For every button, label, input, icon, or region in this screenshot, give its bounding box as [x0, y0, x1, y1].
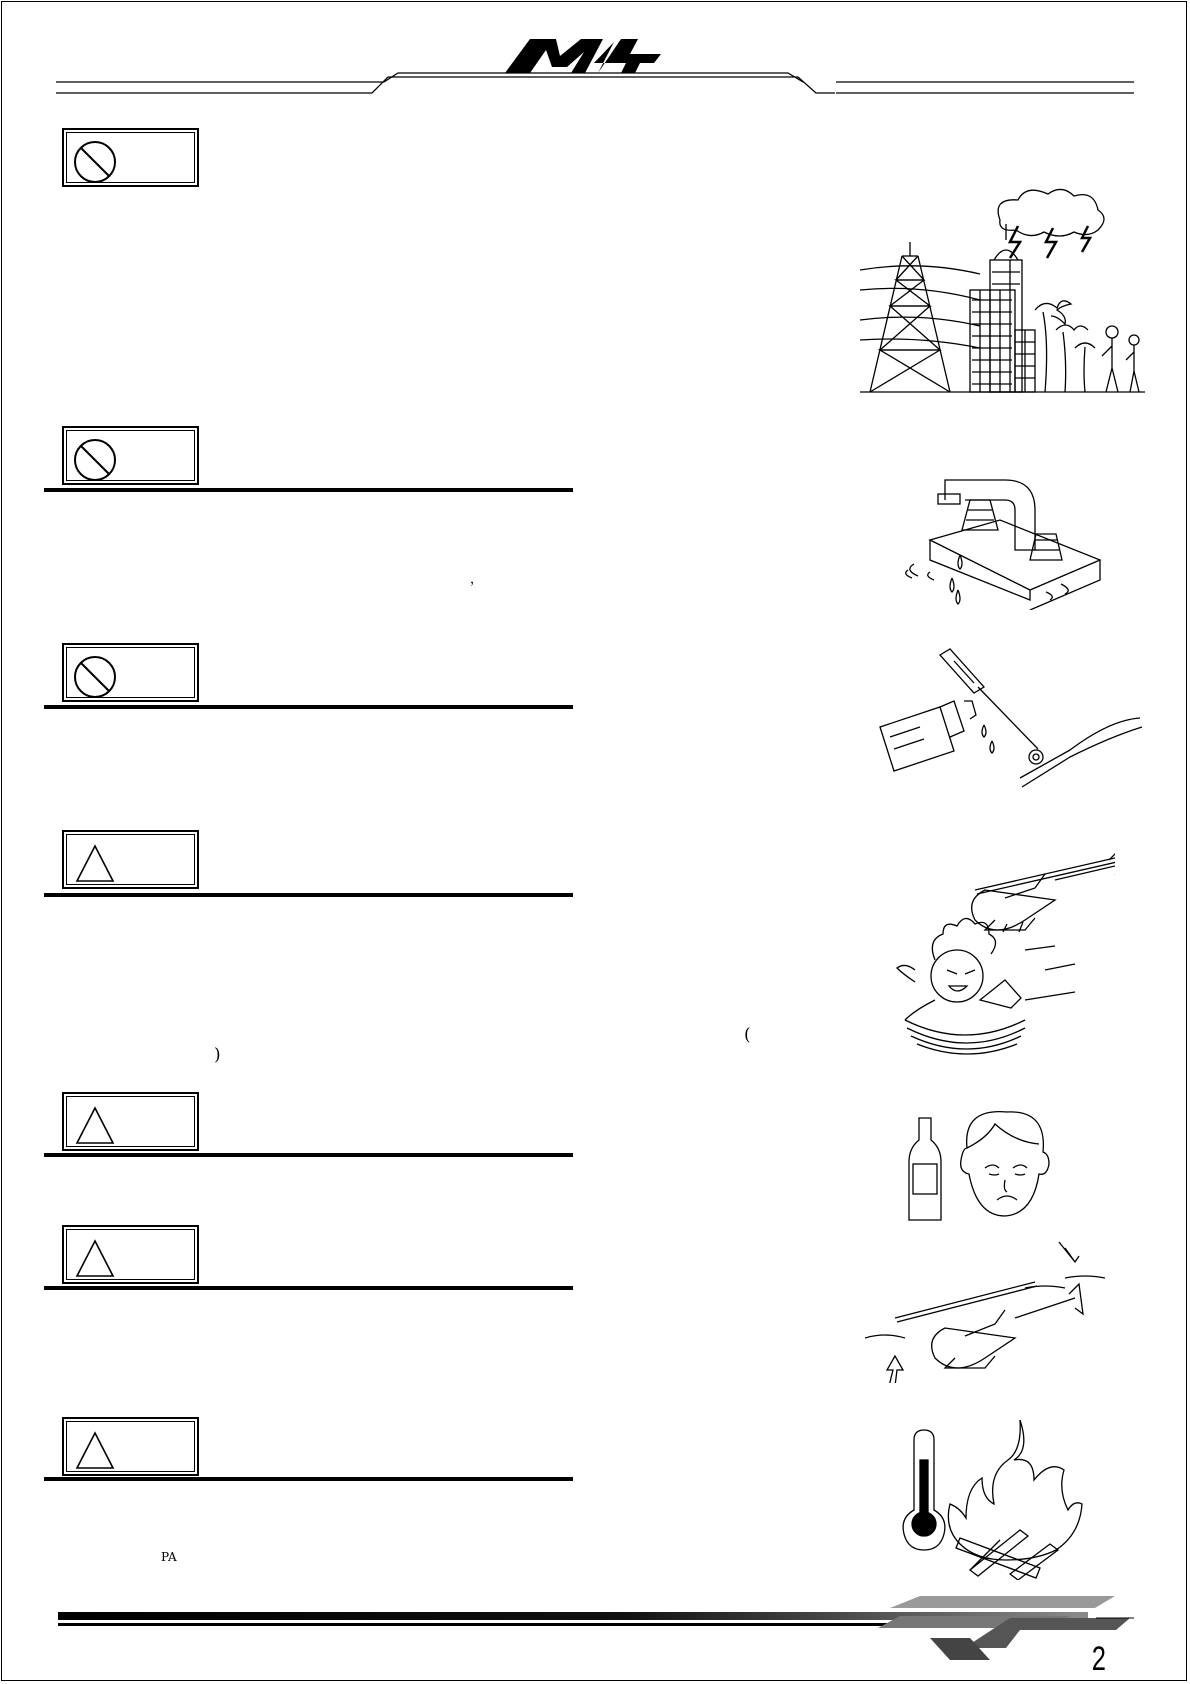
section-rule	[44, 1477, 573, 1481]
prohibition-sign-2	[62, 426, 199, 485]
thermometer-fire-illustration	[900, 1420, 1085, 1580]
prohibition-sign-1	[62, 128, 199, 187]
section-rule	[44, 1286, 573, 1290]
logo-text: M4	[570, 70, 572, 71]
warning-sign-3	[62, 1225, 199, 1284]
section-rule	[44, 893, 573, 897]
text-fragment-pa: PA	[161, 1550, 177, 1564]
tools-glue-pliers-illustration	[870, 645, 1145, 790]
header-rule-ornament	[0, 30, 1190, 105]
section-rule	[44, 488, 573, 492]
helicopter-wind-illustration	[865, 1238, 1105, 1383]
prohibition-sign-3	[62, 643, 199, 702]
warning-sign-1	[62, 830, 199, 889]
paren-open: (	[744, 1025, 751, 1045]
warning-triangle-icon	[72, 1236, 118, 1282]
stray-comma: ，	[470, 572, 484, 587]
m4-logo	[505, 39, 661, 73]
paren-close: )	[214, 1045, 221, 1065]
warning-triangle-icon	[72, 1103, 118, 1149]
power-lines-buildings-storm-illustration	[860, 180, 1145, 395]
prohibition-icon	[72, 139, 118, 185]
footer-stripe-ornament	[0, 1590, 1190, 1684]
helicopter-panicked-pilot-illustration	[855, 850, 1115, 1055]
bottle-sick-face-illustration	[905, 1108, 1070, 1223]
warning-triangle-icon	[72, 841, 118, 887]
warning-sign-2	[62, 1092, 199, 1151]
faucet-water-illustration	[900, 460, 1115, 610]
section-rule	[44, 1153, 573, 1157]
page-number: 2	[1091, 1640, 1106, 1678]
prohibition-icon	[72, 654, 118, 700]
section-rule	[44, 705, 573, 709]
warning-sign-4	[62, 1417, 199, 1476]
warning-triangle-icon	[72, 1428, 118, 1474]
prohibition-icon	[72, 437, 118, 483]
